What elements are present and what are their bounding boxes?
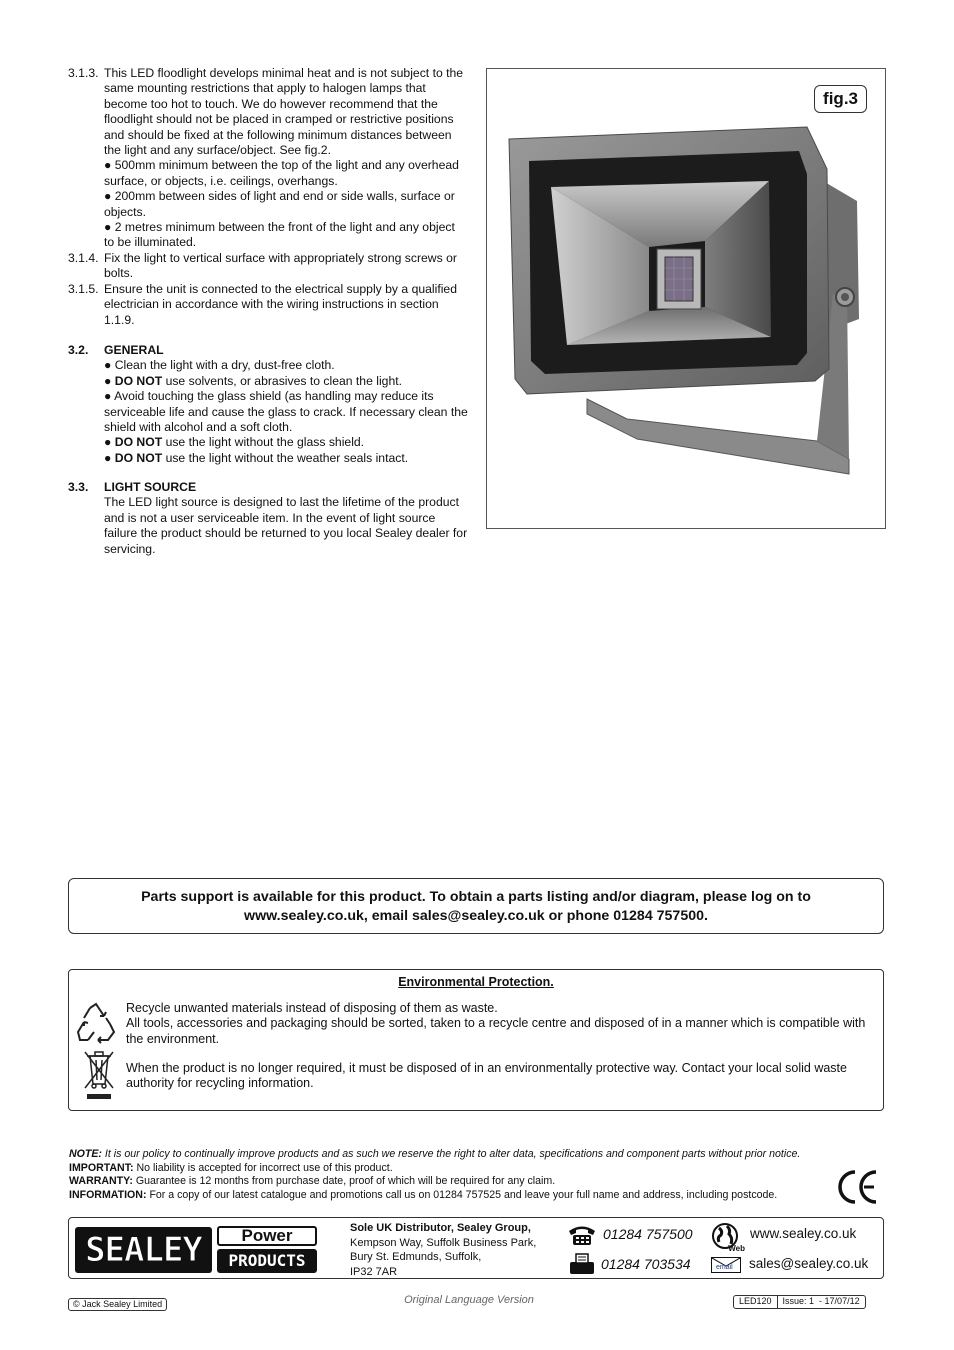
website-link[interactable]: www.sealey.co.uk — [750, 1226, 857, 1241]
address-line: Bury St. Edmunds, Suffolk, — [350, 1251, 482, 1263]
distributor-name: Sole UK Distributor, Sealey Group, — [350, 1222, 531, 1234]
sealey-logo — [75, 1227, 212, 1273]
logo-products: PRODUCTS — [217, 1249, 317, 1273]
section-3-1-4 — [68, 251, 468, 282]
bullet-item: ● Clean the light with a dry, dust-free cloth. — [104, 358, 335, 373]
email-icon-text: email — [716, 1264, 733, 1271]
model-issue-box — [733, 1295, 866, 1309]
env-recycle-line-1: Recycle unwanted materials instead of disposing of them as waste. — [126, 1001, 498, 1015]
floodlight-image — [487, 69, 885, 528]
address-line: IP32 7AR — [350, 1265, 398, 1278]
email-link[interactable]: sales@sealey.co.uk — [749, 1256, 869, 1271]
bullet-item: ● 500mm minimum between the top of the light and any overhead surface, or objects, i.e. ceilings, overhangs. — [104, 158, 459, 188]
model-number: LED120 — [734, 1296, 778, 1308]
section-text: This LED floodlight develops minimal heat and is not subject to the same mounting restrictions that apply to halogen lamps that become too hot to touch. We do however recommend that the floodlight should not be placed in cramped or restrictive positions and should be fixed at the following minimum distances between the light and any surface/object. See fig.2. — [104, 66, 464, 158]
legal-notes — [69, 1148, 869, 1202]
bullet-item: ● Avoid touching the glass shield (as handling may reduce its serviceable life and cause the glass to crack. If necessary clean the shield with alcohol and a soft cloth. — [104, 389, 468, 435]
address-line: Kempson Way, Suffolk Business Park, — [350, 1236, 537, 1249]
bullet-item: ● DO NOT use the light without the weather seals intact. — [104, 450, 409, 465]
parts-line-2: www.sealey.co.uk, email sales@sealey.co.uk or phone 01284 757500. — [244, 908, 708, 924]
bullet-item: ● DO NOT use solvents, or abrasives to clean the light. — [104, 373, 402, 388]
bullet-item: ● DO NOT use the light without the glass shield. — [104, 435, 365, 450]
recycle-icon — [74, 1002, 118, 1046]
weee-bin-icon — [81, 1048, 117, 1100]
env-disposal-text: When the product is no longer required, it must be disposed of in an environmentally protective way. Contact your local solid waste authority for recycling information. — [126, 1061, 847, 1091]
env-title: Environmental Protection. — [398, 975, 554, 989]
issue-date: Issue: 1 - 17/07/12 — [782, 1296, 860, 1306]
information-line: INFORMATION: For a copy of our latest catalogue and promotions call us on 01284 757525 and leave your full name and address, including postcode. — [69, 1188, 778, 1201]
section-number: 3.1.3. — [68, 66, 99, 80]
section-text: Ensure the unit is connected to the electrical supply by a qualified electrician in accordance with the wiring instructions in section 1.1.9. — [104, 282, 457, 327]
bullet-item: ● 200mm between sides of light and end or side walls, surface or objects. — [104, 189, 455, 219]
section-number: 3.3. — [68, 480, 89, 494]
section-heading: GENERAL — [104, 343, 164, 357]
language-version: Original Language Version — [404, 1294, 534, 1306]
warranty-line: WARRANTY: Guarantee is 12 months from purchase date, proof of which will be required for any claim. — [69, 1175, 556, 1188]
logo-sealey-text: SEALEY — [85, 1230, 202, 1270]
section-3-1-5 — [68, 282, 468, 328]
ce-mark-icon — [836, 1167, 880, 1207]
section-3-1-3 — [68, 66, 468, 251]
section-heading: LIGHT SOURCE — [104, 480, 197, 494]
parts-support-notice — [68, 878, 884, 934]
figure-label: fig.3 — [814, 85, 867, 113]
section-number: 3.1.4. — [68, 251, 99, 265]
section-3-2 — [68, 343, 468, 466]
email-envelope-icon — [711, 1257, 741, 1273]
section-text: Fix the light to vertical surface with appropriately strong screws or bolts. — [104, 251, 457, 281]
bullet-item: ● 2 metres minimum between the front of the light and any object to be illuminated. — [104, 220, 455, 250]
important-line: IMPORTANT: No liability is accepted for incorrect use of this product. — [69, 1161, 393, 1174]
parts-line-1: Parts support is available for this product. To obtain a parts listing and/or diagram, please log on to — [141, 889, 811, 905]
section-number: 3.2. — [68, 343, 89, 357]
web-icon-text: Web — [728, 1244, 745, 1253]
note-line: NOTE: It is our policy to continually improve products and as such we reserve the right to alter data, specifications and component parts without prior notice. — [69, 1148, 801, 1160]
copyright-label: © Jack Sealey Limited — [68, 1298, 167, 1311]
section-text: The LED light source is designed to last the lifetime of the product and is not a user serviceable item. In the event of light source failure the product should be returned to you local Sealey dealer for servicing. — [104, 495, 468, 556]
fax-number[interactable]: 01284 703534 — [601, 1256, 691, 1272]
footer-contact — [68, 1217, 884, 1279]
fax-icon — [567, 1253, 597, 1275]
environmental-protection — [68, 969, 884, 1111]
web-globe-icon — [711, 1222, 745, 1253]
env-recycle-line-2: All tools, accessories and packaging should be sorted, taken to a recycle centre and disposed of in a manner which is compatible with the environment. — [126, 1016, 866, 1046]
figure-3 — [486, 68, 886, 529]
phone-number[interactable]: 01284 757500 — [603, 1226, 693, 1242]
telephone-icon — [567, 1224, 597, 1246]
section-3-3 — [68, 480, 468, 557]
distributor-address — [350, 1221, 536, 1279]
logo-power: Power — [217, 1226, 317, 1246]
section-number: 3.1.5. — [68, 282, 99, 296]
